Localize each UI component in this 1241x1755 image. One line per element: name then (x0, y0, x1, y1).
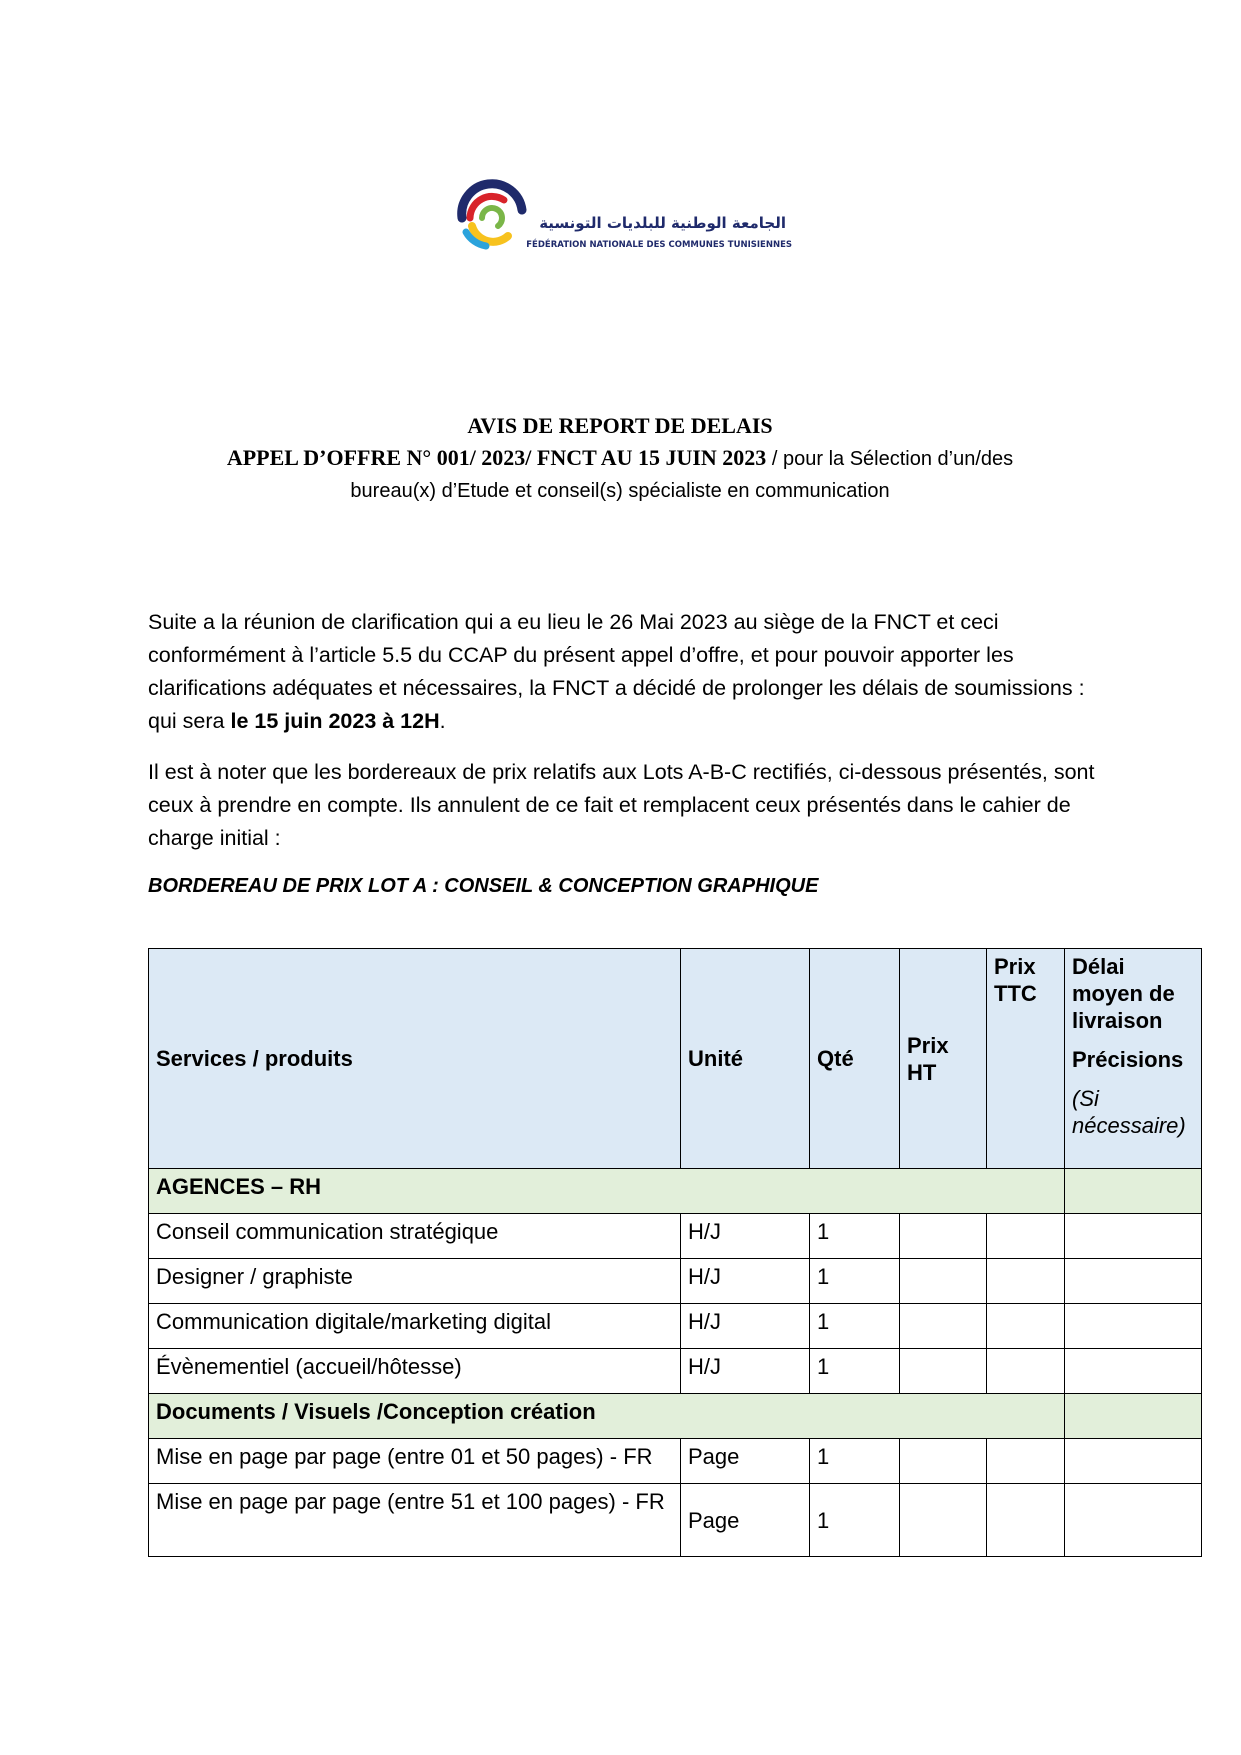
price-ht-cell (900, 1349, 987, 1394)
header-unite: Unité (681, 949, 810, 1169)
header-precisions: Précisions (1072, 1047, 1184, 1072)
table-row (149, 1349, 1202, 1394)
unit-cell: H/J (681, 1304, 810, 1349)
table-row (149, 1214, 1202, 1259)
price-ht-cell (900, 1214, 987, 1259)
price-ht-cell (900, 1484, 987, 1557)
table-row (149, 1439, 1202, 1484)
logo-arabic-name: الجامعة الوطنية للبلديات التونسية (539, 214, 786, 232)
delay-cell (1065, 1484, 1202, 1557)
delay-cell (1065, 1349, 1202, 1394)
delay-cell (1065, 1259, 1202, 1304)
section-row-agences (149, 1169, 1202, 1214)
unit-cell: H/J (681, 1349, 810, 1394)
subtitle-rest: / pour la Sélection d’un/des (766, 448, 1014, 470)
section-title: Documents / Visuels /Conception création (149, 1394, 1065, 1439)
service-cell: Mise en page par page (entre 01 et 50 pages) - FR (149, 1439, 681, 1484)
price-schedule-table (148, 948, 1202, 1557)
section-title: AGENCES – RH (149, 1169, 1065, 1214)
qty-cell: 1 (810, 1214, 900, 1259)
service-cell: Designer / graphiste (149, 1259, 681, 1304)
header-prix-ht: Prix HT (900, 949, 987, 1169)
price-ttc-cell (987, 1439, 1065, 1484)
notice-subtitle-line2: bureau(x) d’Etude et conseil(s) spécialiste en communication (350, 480, 890, 502)
section-row-documents (149, 1394, 1202, 1439)
unit-cell: H/J (681, 1259, 810, 1304)
price-ht-cell (900, 1439, 987, 1484)
header-qte: Qté (810, 949, 900, 1169)
paragraph-end: . (439, 709, 446, 733)
header-services: Services / produits (149, 949, 681, 1169)
header-precisions-note: (Si nécessaire) (1072, 1086, 1186, 1138)
delay-cell (1065, 1214, 1202, 1259)
service-cell: Conseil communication stratégique (149, 1214, 681, 1259)
qty-cell: 1 (810, 1304, 900, 1349)
header-delai-precisions (1065, 949, 1202, 1169)
logo-french-name: FÉDÉRATION NATIONALE DES COMMUNES TUNISIENNES (526, 240, 792, 250)
paragraph-text: Suite a la réunion de clarification qui a eu lieu le 26 Mai 2023 au siège de la FNCT et ceci conformément à l’article 5.5 du CCAP du présent appel d’offre, et pour pouvoir apporter les clarifications adéquates et nécessaires, la FNCT a décidé de prolonger les délais de soumissions : qui sera (148, 610, 1085, 733)
paragraph-price-schedules: Il est à noter que les bordereaux de prix relatifs aux Lots A-B-C rectifiés, ci-dessous présentés, sont ceux à prendre en compte. Ils annulent de ce fait et remplacent ceux présentés dans le cahier de charge initial : (148, 760, 1095, 850)
tender-reference: APPEL D’OFFRE N° 001/ 2023/ FNCT AU 15 JUIN 2023 (226, 445, 767, 470)
notice-title: AVIS DE REPORT DE DELAIS (467, 413, 773, 438)
price-ht-cell (900, 1304, 987, 1349)
table-cell (1065, 1169, 1202, 1214)
new-deadline: le 15 juin 2023 à 12H (230, 709, 440, 733)
price-ttc-cell (987, 1259, 1065, 1304)
table-row (149, 1484, 1202, 1557)
notice-header (100, 410, 1140, 507)
price-ttc-cell (987, 1304, 1065, 1349)
qty-cell: 1 (810, 1349, 900, 1394)
delay-cell (1065, 1304, 1202, 1349)
delay-cell (1065, 1439, 1202, 1484)
unit-cell: Page (681, 1439, 810, 1484)
unit-cell: Page (681, 1484, 810, 1557)
table-header-row (149, 949, 1202, 1169)
lot-a-title: BORDEREAU DE PRIX LOT A : CONSEIL & CONCEPTION GRAPHIQUE (148, 875, 819, 897)
header-prix-ttc: Prix TTC (987, 949, 1065, 1169)
notice-subtitle (100, 442, 1140, 475)
table-row (149, 1304, 1202, 1349)
fnct-logo (452, 178, 792, 258)
table-row (149, 1259, 1202, 1304)
header-delai: Délai moyen de livraison (1072, 954, 1175, 1033)
price-ttc-cell (987, 1349, 1065, 1394)
qty-cell: 1 (810, 1439, 900, 1484)
table-cell (1065, 1394, 1202, 1439)
unit-cell: H/J (681, 1214, 810, 1259)
qty-cell: 1 (810, 1484, 900, 1557)
service-cell: Mise en page par page (entre 51 et 100 pages) - FR (149, 1484, 681, 1557)
service-cell: Évènementiel (accueil/hôtesse) (149, 1349, 681, 1394)
price-ttc-cell (987, 1484, 1065, 1557)
service-cell: Communication digitale/marketing digital (149, 1304, 681, 1349)
price-ttc-cell (987, 1214, 1065, 1259)
qty-cell: 1 (810, 1259, 900, 1304)
price-ht-cell (900, 1259, 987, 1304)
paragraph-deadline-extension (148, 606, 1108, 738)
